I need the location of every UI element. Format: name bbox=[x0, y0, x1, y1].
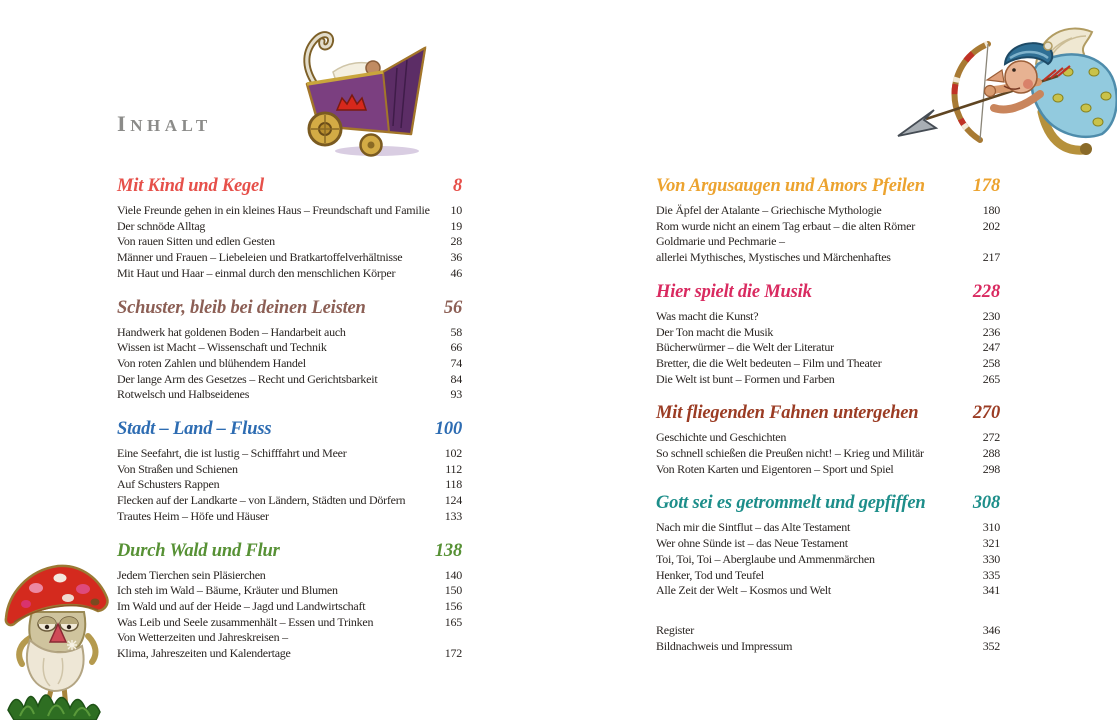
section-heading bbox=[117, 298, 462, 319]
toc-entry bbox=[117, 493, 462, 509]
section-title: Von Argusaugen und Amors Pfeilen bbox=[656, 176, 925, 196]
toc-entry bbox=[656, 552, 1000, 568]
toc-section bbox=[656, 493, 1000, 599]
entry-page-number: 341 bbox=[982, 583, 1000, 598]
entry-page-number: 230 bbox=[982, 308, 1000, 323]
toc-entry bbox=[656, 325, 1000, 341]
entry-title: Was Leib und Seele zusammenhält – Essen und Trinken bbox=[117, 614, 374, 629]
toc-entry bbox=[117, 615, 462, 631]
entry-title: Eine Seefahrt, die ist lustig – Schifffahrt und Meer bbox=[117, 446, 347, 461]
entry-page-number: 346 bbox=[982, 622, 1000, 637]
toc-entry bbox=[656, 219, 1000, 235]
entry-title: Viele Freunde gehen in ein kleines Haus – Freundschaft und Familie bbox=[117, 203, 430, 217]
entry-title: Goldmarie und Pechmarie – bbox=[656, 234, 785, 249]
toc-entry bbox=[656, 462, 1000, 478]
entry-page-number: 335 bbox=[982, 567, 1000, 582]
section-title: Durch Wald und Flur bbox=[117, 540, 280, 561]
entry-page-number: 288 bbox=[982, 446, 1000, 461]
entry-page-number: 172 bbox=[444, 646, 462, 661]
toc-entry bbox=[117, 219, 462, 235]
entry-page-number: 19 bbox=[450, 218, 462, 233]
toc-section bbox=[656, 623, 1000, 654]
toc-entry bbox=[656, 356, 1000, 372]
toc-entry bbox=[656, 203, 1000, 219]
entry-page-number: 84 bbox=[450, 371, 462, 386]
section-heading bbox=[656, 176, 1000, 197]
toc-section bbox=[117, 176, 462, 282]
section-page-number: 308 bbox=[972, 493, 1000, 514]
mushroom-illustration bbox=[0, 558, 120, 720]
entry-page-number: 236 bbox=[982, 324, 1000, 339]
entry-page-number: 265 bbox=[982, 371, 1000, 386]
toc-entry bbox=[117, 356, 462, 372]
entry-page-number: 118 bbox=[445, 477, 462, 492]
toc-section bbox=[117, 541, 462, 662]
section-heading bbox=[117, 541, 462, 562]
entry-title: Von Roten Karten und Eigentoren – Sport und Spiel bbox=[656, 461, 894, 476]
entry-page-number: 352 bbox=[982, 638, 1000, 653]
toc-entry bbox=[117, 446, 462, 462]
entry-page-number: 298 bbox=[982, 461, 1000, 476]
toc-entry bbox=[117, 630, 462, 646]
pram-illustration bbox=[285, 22, 457, 157]
entry-title: Geschichte und Geschichten bbox=[656, 430, 787, 445]
section-title: Hier spielt die Musik bbox=[656, 281, 812, 302]
toc-entry bbox=[656, 568, 1000, 584]
entry-title: Der lange Arm des Gesetzes – Recht und Gerichtsbarkeit bbox=[117, 371, 378, 386]
entry-page-number: 321 bbox=[982, 536, 1000, 551]
entry-title: Die Äpfel der Atalante – Griechische Mythologie bbox=[656, 203, 882, 217]
entry-title: Männer und Frauen – Liebeleien und Bratkartoffelverhältnisse bbox=[117, 250, 403, 265]
section-title: Mit fliegenden Fahnen untergehen bbox=[656, 403, 919, 424]
entry-title: allerlei Mythisches, Mystisches und Märchenhaftes bbox=[656, 250, 891, 265]
entry-page-number: 66 bbox=[450, 340, 462, 355]
entry-title: Von rauen Sitten und edlen Gesten bbox=[117, 234, 275, 249]
toc-section bbox=[656, 176, 1000, 266]
toc-section bbox=[656, 282, 1000, 388]
toc-entry bbox=[117, 583, 462, 599]
pram-drawing bbox=[285, 22, 457, 157]
cupid-drawing bbox=[890, 20, 1117, 172]
section-page-number: 56 bbox=[443, 297, 462, 318]
section-page-number: 178 bbox=[972, 176, 1000, 196]
toc-entry bbox=[656, 623, 1000, 639]
toc-entry bbox=[117, 477, 462, 493]
toc-column-right bbox=[656, 176, 1000, 654]
entry-page-number: 102 bbox=[444, 446, 462, 461]
entry-title: Jedem Tierchen sein Pläsierchen bbox=[117, 567, 266, 582]
entry-title: Auf Schusters Rappen bbox=[117, 477, 220, 492]
section-page-number: 270 bbox=[972, 403, 1000, 424]
entry-title: Toi, Toi, Toi – Aberglaube und Ammenmärchen bbox=[656, 551, 875, 566]
entry-page-number: 165 bbox=[444, 614, 462, 629]
toc-entry bbox=[117, 599, 462, 615]
entry-page-number: 140 bbox=[444, 567, 462, 582]
entry-page-number: 46 bbox=[450, 265, 462, 280]
toc-entry bbox=[117, 325, 462, 341]
section-heading bbox=[656, 493, 1000, 514]
toc-entry bbox=[117, 462, 462, 478]
entry-page-number: 217 bbox=[982, 250, 1000, 265]
section-heading bbox=[656, 282, 1000, 303]
entry-title: So schnell schießen die Preußen nicht! – Krieg und Militär bbox=[656, 446, 924, 461]
toc-entry bbox=[117, 372, 462, 388]
mushroom-drawing bbox=[0, 558, 120, 720]
cupid-illustration bbox=[890, 20, 1117, 172]
entry-title: Bücherwürmer – die Welt der Literatur bbox=[656, 340, 834, 355]
section-page-number: 138 bbox=[434, 540, 462, 561]
entry-title: Der schnöde Alltag bbox=[117, 218, 206, 233]
entry-page-number: 247 bbox=[982, 340, 1000, 355]
entry-page-number: 93 bbox=[450, 387, 462, 402]
section-page-number: 8 bbox=[452, 176, 462, 196]
entry-title: Ich steh im Wald – Bäume, Kräuter und Blumen bbox=[117, 583, 338, 598]
entry-title: Wer ohne Sünde ist – das Neue Testament bbox=[656, 536, 848, 551]
toc-section bbox=[117, 298, 462, 404]
toc-entry bbox=[117, 568, 462, 584]
entry-title: Die Welt ist bunt – Formen und Farben bbox=[656, 371, 835, 386]
entry-title: Rom wurde nicht an einem Tag erbaut – die alten Römer bbox=[656, 218, 915, 233]
entry-title: Von Straßen und Schienen bbox=[117, 461, 238, 476]
section-title: Gott sei es getrommelt und gepfiffen bbox=[656, 493, 926, 514]
entry-title: Was macht die Kunst? bbox=[656, 308, 759, 323]
toc-entry bbox=[117, 340, 462, 356]
toc-entry bbox=[656, 234, 1000, 250]
entry-title: Im Wald und auf der Heide – Jagd und Landwirtschaft bbox=[117, 598, 366, 613]
toc-section bbox=[117, 419, 462, 525]
entry-page-number: 112 bbox=[445, 461, 462, 476]
toc-entry bbox=[656, 583, 1000, 599]
toc-entry bbox=[656, 309, 1000, 325]
entry-page-number: 310 bbox=[982, 520, 1000, 535]
page-title: INHALT bbox=[117, 111, 212, 137]
entry-title: Bildnachweis und Impressum bbox=[656, 638, 793, 653]
entry-page-number: 330 bbox=[982, 551, 1000, 566]
entry-page-number: 58 bbox=[450, 324, 462, 339]
entry-page-number: 258 bbox=[982, 355, 1000, 370]
entry-title: Bretter, die die Welt bedeuten – Film und Theater bbox=[656, 355, 882, 370]
entry-title: Register bbox=[656, 622, 694, 637]
entry-page-number: 36 bbox=[450, 250, 462, 265]
toc-section bbox=[656, 403, 1000, 477]
section-title: Schuster, bleib bei deinen Leisten bbox=[117, 297, 366, 318]
toc-entry bbox=[117, 387, 462, 403]
entry-title: Henker, Tod und Teufel bbox=[656, 567, 764, 582]
entry-title: Alle Zeit der Welt – Kosmos und Welt bbox=[656, 583, 831, 598]
toc-entry bbox=[656, 520, 1000, 536]
entry-title: Flecken auf der Landkarte – von Ländern, Städten und Dörfern bbox=[117, 493, 406, 508]
toc-entry bbox=[117, 509, 462, 525]
entry-page-number: 133 bbox=[444, 508, 462, 523]
entry-title: Klima, Jahreszeiten und Kalendertage bbox=[117, 646, 291, 661]
toc-entry bbox=[656, 430, 1000, 446]
entry-title: Mit Haut und Haar – einmal durch den menschlichen Körper bbox=[117, 265, 396, 280]
entry-page-number: 202 bbox=[982, 218, 1000, 233]
section-heading bbox=[656, 403, 1000, 424]
entry-page-number: 150 bbox=[444, 583, 462, 598]
entry-page-number: 124 bbox=[444, 493, 462, 508]
toc-entry bbox=[117, 266, 462, 282]
toc-entry bbox=[117, 646, 462, 662]
entry-title: Nach mir die Sintflut – das Alte Testament bbox=[656, 520, 851, 535]
section-page-number: 228 bbox=[972, 281, 1000, 302]
section-page-number: 100 bbox=[434, 419, 462, 440]
entry-page-number: 28 bbox=[450, 234, 462, 249]
toc-entry bbox=[656, 340, 1000, 356]
section-heading bbox=[117, 176, 462, 197]
section-title: Stadt – Land – Fluss bbox=[117, 419, 272, 440]
entry-page-number: 156 bbox=[444, 598, 462, 613]
toc-entry bbox=[117, 203, 462, 219]
entry-title: Von roten Zahlen und blühendem Handel bbox=[117, 355, 306, 370]
entry-title: Trautes Heim – Höfe und Häuser bbox=[117, 508, 269, 523]
entry-title: Wissen ist Macht – Wissenschaft und Technik bbox=[117, 340, 327, 355]
entry-page-number: 272 bbox=[982, 430, 1000, 445]
entry-title: Handwerk hat goldenen Boden – Handarbeit auch bbox=[117, 324, 346, 339]
toc-column-left bbox=[117, 176, 462, 662]
entry-title: Von Wetterzeiten und Jahreskreisen – bbox=[117, 630, 288, 645]
toc-entry bbox=[656, 372, 1000, 388]
section-heading bbox=[117, 419, 462, 440]
toc-entry bbox=[656, 446, 1000, 462]
toc-entry bbox=[117, 234, 462, 250]
toc-entry bbox=[656, 639, 1000, 655]
entry-page-number: 74 bbox=[450, 355, 462, 370]
toc-entry bbox=[656, 536, 1000, 552]
entry-page-number: 10 bbox=[450, 203, 462, 217]
entry-title: Rotwelsch und Halbseidenes bbox=[117, 387, 250, 402]
toc-entry bbox=[117, 250, 462, 266]
toc-entry bbox=[656, 250, 1000, 266]
entry-page-number: 180 bbox=[982, 203, 1000, 217]
section-title: Mit Kind und Kegel bbox=[117, 176, 265, 196]
entry-title: Der Ton macht die Musik bbox=[656, 324, 774, 339]
